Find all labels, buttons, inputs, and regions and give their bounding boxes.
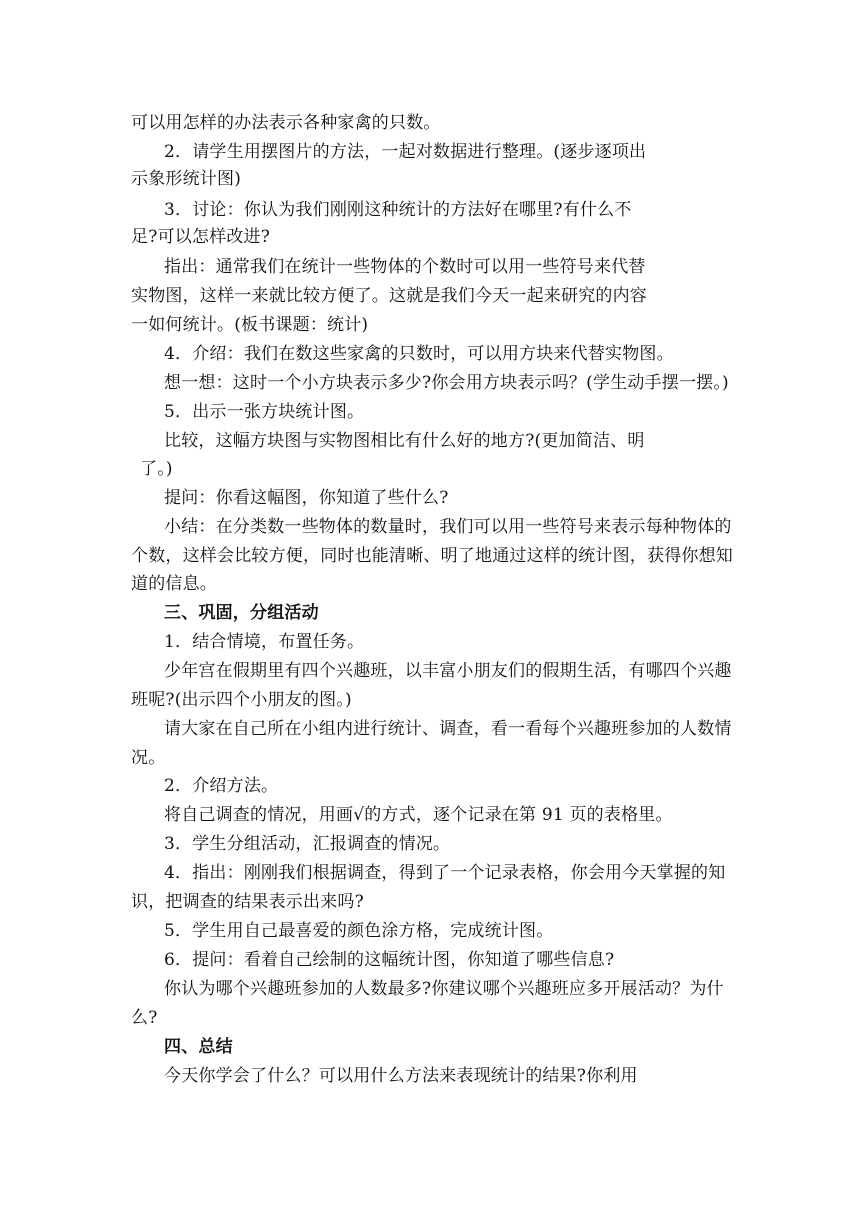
text-line-30: 6．提问：看着自己绘制的这幅统计图，你知道了哪些信息? xyxy=(164,950,615,970)
text-line-1: 可以用怎样的办法表示各种家禽的只数。 xyxy=(131,113,441,133)
text-line-29: 5．学生用自己最喜爱的颜色涂方格，完成统计图。 xyxy=(164,921,554,941)
text-line-34: 今天你学会了什么？可以用什么方法来表现统计的结果?你利用 xyxy=(164,1066,638,1086)
text-line-8: 一如何统计。(板书课题：统计) xyxy=(131,315,369,335)
text-line-14: 提问：你看这幅图，你知道了些什么? xyxy=(164,488,449,508)
text-line-24: 2．介绍方法。 xyxy=(164,776,279,796)
text-line-12: 比较，这幅方块图与实物图相比有什么好的地方?(更加简洁、明 xyxy=(164,431,645,451)
text-line-16: 个数，这样会比较方便，同时也能清晰、明了地通过这样的统计图，获得你想知 xyxy=(131,546,733,566)
text-line-23: 况。 xyxy=(131,748,166,768)
text-line-6: 指出：通常我们在统计一些物体的个数时可以用一些符号来代替 xyxy=(164,257,646,277)
text-line-31: 你认为哪个兴趣班参加的人数最多?你建议哪个兴趣班应多开展活动？为什 xyxy=(164,979,724,999)
text-line-28: 识，把调查的结果表示出来吗? xyxy=(131,892,364,912)
text-line-3: 示象形统计图) xyxy=(131,169,242,189)
text-line-20: 少年宫在假期里有四个兴趣班，以丰富小朋友们的假期生活，有哪四个兴趣 xyxy=(164,661,732,681)
text-line-13: 了。) xyxy=(140,459,173,479)
section-heading-summary: 四、总结 xyxy=(164,1037,233,1057)
text-line-25: 将自己调查的情况，用画√的方式，逐个记录在第 91 页的表格里。 xyxy=(164,805,673,825)
text-line-27: 4．指出：刚刚我们根据调查，得到了一个记录表格，你会用今天掌握的知 xyxy=(164,863,726,883)
text-line-2: 2．请学生用摆图片的方法，一起对数据进行整理。(逐步逐项出 xyxy=(164,142,647,162)
text-line-5: 足?可以怎样改进? xyxy=(131,227,271,247)
text-line-7: 实物图，这样一来就比较方便了。这就是我们今天一起来研究的内容 xyxy=(131,286,647,306)
text-line-22: 请大家在自己所在小组内进行统计、调查，看一看每个兴趣班参加的人数情 xyxy=(164,719,732,739)
text-line-10: 想一想：这时一个小方块表示多少?你会用方块表示吗？(学生动手摆一摆。) xyxy=(164,373,729,393)
text-line-21: 班呢?(出示四个小朋友的图。) xyxy=(131,690,352,710)
text-line-17: 道的信息。 xyxy=(131,574,217,594)
text-line-9: 4．介绍：我们在数这些家禽的只数时，可以用方块来代替实物图。 xyxy=(164,344,674,364)
text-line-19: 1．结合情境，布置任务。 xyxy=(164,632,365,652)
text-line-15: 小结：在分类数一些物体的数量时，我们可以用一些符号来表示每种物体的 xyxy=(164,517,732,537)
text-line-26: 3．学生分组活动，汇报调查的情况。 xyxy=(164,834,451,854)
text-line-11: 5．出示一张方块统计图。 xyxy=(164,402,365,422)
text-line-4: 3．讨论：你认为我们刚刚这种统计的方法好在哪里?有什么不 xyxy=(164,200,632,220)
section-heading-consolidate: 三、巩固，分组活动 xyxy=(164,603,319,623)
text-line-32: 么? xyxy=(131,1008,158,1028)
